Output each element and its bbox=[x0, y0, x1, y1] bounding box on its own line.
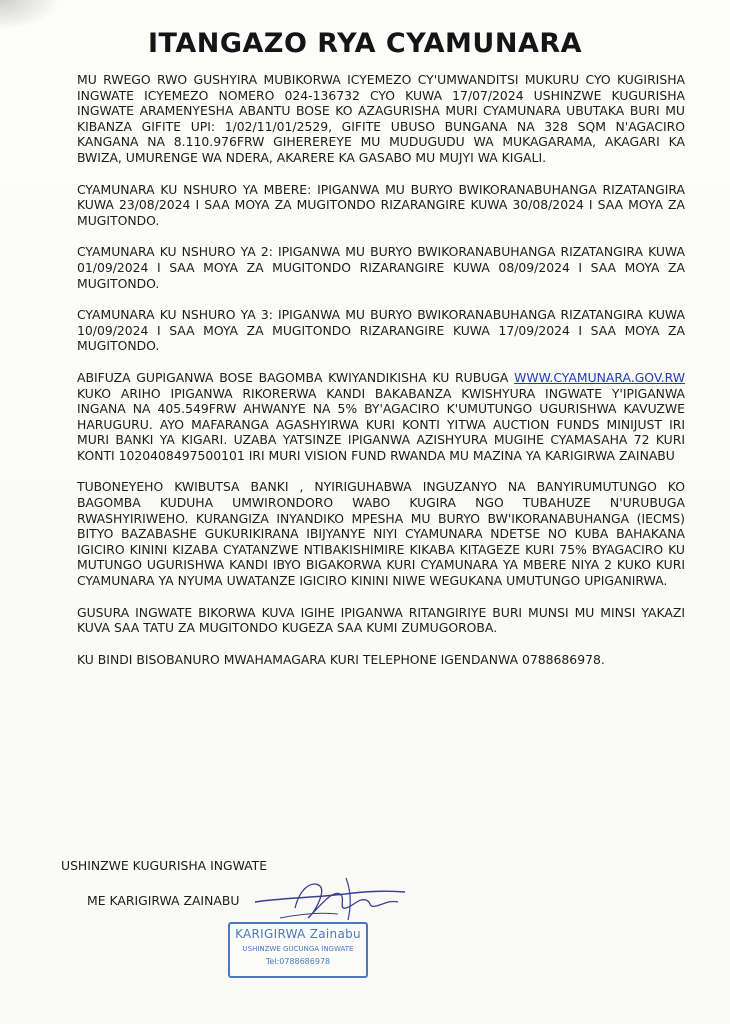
paragraph-property-description: MU RWEGO RWO GUSHYIRA MUBIKORWA ICYEMEZO CY'UMWANDITSI MUKURU CYO KUGIRISHA INGWATE ICYEMEZO NOMERO 024-136732 CYO KUWA 17/07/2024 USHINZWE KUGURISHA INGWATE ARAMENYESHA ABANTU BOSE KO AZAGURISHA MURI CYAMUNARA UBUTAKA BURI MU KIBANZA GIFITE UPI: 1/02/11/01/2529, GIFITE UBUSO BUNGANA NA 328 SQM N'AGACIRO KANGANA NA 8.110.976FRW GIHEREREYE MU MUDUGUDU WA MUKAGARAMA, AKAGARI KA BWIZA, UMURENGE WA NDERA, AKARERE KA GASABO MU MUJYI WA KIGALI. bbox=[77, 72, 685, 165]
paragraph-registration bbox=[77, 370, 685, 464]
paragraph-auction-round-1: CYAMUNARA KU NSHURO YA MBERE: IPIGANWA MU BURYO BWIKORANABUHANGA RIZATANGIRA KUWA 23/08/2024 I SAA MOYA ZA MUGITONDO RIZARANGIRE KUWA 30/08/2024 I SAA MOYA ZA MUGITONDO. bbox=[77, 181, 685, 228]
cyamunara-website-link[interactable]: WWW.CYAMUNARA.GOV.RW bbox=[514, 369, 685, 385]
paragraph-auction-round-3: CYAMUNARA KU NSHURO YA 3: IPIGANWA MU BURYO BWIKORANABUHANGA RIZATANGIRA KUWA 10/09/2024 I SAA MOYA ZA MUGITONDO RIZARANGIRE KUWA 17/09/2024 I SAA MOYA ZA MUGITONDO. bbox=[77, 307, 685, 354]
paragraph-auction-round-2: CYAMUNARA KU NSHURO YA 2: IPIGANWA MU BURYO BWIKORANABUHANGA RIZATANGIRA KUWA 01/09/2024 I SAA MOYA ZA MUGITONDO RIZARANGIRE KUWA 08/09/2024 I SAA MOYA ZA MUGITONDO. bbox=[77, 244, 685, 291]
official-stamp bbox=[228, 922, 368, 978]
paragraph-visit-hours: GUSURA INGWATE BIKORWA KUVA IGIHE IPIGANWA RITANGIRIYE BURI MUNSI MU MINSI YAKAZI KUVA SAA TATU ZA MUGITONDO KUGEZA SAA KUMI ZUMUGOROBA. bbox=[77, 604, 685, 636]
stamp-title: USHINZWE GUCUNGA INGWATE bbox=[242, 945, 354, 953]
handwritten-signature bbox=[250, 868, 410, 928]
registration-text-start: ABIFUZA GUPIGANWA BOSE BAGOMBA KWIYANDIKISHA KU RUBUGA bbox=[77, 369, 509, 385]
document-body bbox=[77, 72, 685, 683]
signoff-role: USHINZWE KUGURISHA INGWATE bbox=[61, 858, 268, 873]
paragraph-contact: KU BINDI BISOBANURO MWAHAMAGARA KURI TELEPHONE IGENDANWA 0788686978. bbox=[77, 651, 605, 667]
stamp-telephone: Tel:0788686978 bbox=[265, 957, 331, 966]
paragraph-bank-reminder: TUBONEYEHO KWIBUTSA BANKI , NYIRIGUHABWA INGUZANYO NA BANYIRUMUTUNGO KO BAGOMBA KUDUHA UMWIRONDORO WABO KUGIRA NGO TUBAHUZE N'URUBUGA RWASHYIRIWEHO. KURANGIZA INYANDIKO MPESHA MU BURYO BW'IKORANABUHANGA (IECMS) BITYO BAZABASHE GUKURIKIRANA IBIJYANYE NIYI CYAMUNARA NDETSE NO KUBA BAHAKANA IGICIRO KININI KIZABA CYATANZWE NTIBAKISHIMIRE KIKABA KITAGEZE KURI 75% BYAGACIRO KU MUTUNGO UGURISHWA KANDI IBYO BIGAKORWA KURI CYAMUNARA YA MBERE NIYA 2 KUKO KURI CYAMUNARA YA NYUMA UWATANZE IGICIRO KININI NIWE WEGUKANA UMUTUNGO UPIGANIRWA. bbox=[77, 479, 685, 589]
document-title: ITANGAZO RYA CYAMUNARA bbox=[147, 28, 583, 59]
signoff-block bbox=[61, 858, 267, 908]
stamp-name: KARIGIRWA Zainabu bbox=[235, 927, 361, 941]
signoff-name: ME KARIGIRWA ZAINABU bbox=[87, 893, 240, 908]
registration-text-rest: KUKO ARIHO IPIGANWA RIKORERWA KANDI BAKABANZA KWISHYURA INGWATE Y'IPIGANWA INGANA NA 405.549FRW AHWANYE NA 5% BY'AGACIRO K'UMUTUNGO UGURISHWA KAVUZWE HARUGURU. AYO MAFARANGA AGASHYIRWA KURI KONTI YITWA AUCTION FUNDS MINIJUST IRI MURI BANKI YA KIGARI. UZABA YATSINZE IPIGANWA AZISHYURA MUGIHE CYAMASAHA 72 KURI KONTI 1020408497500101 IRI MURI VISION FUND RWANDA MU MAZINA YA KARIGIRWA ZAINABU bbox=[77, 385, 685, 463]
scan-corner-shadow bbox=[0, 0, 60, 30]
